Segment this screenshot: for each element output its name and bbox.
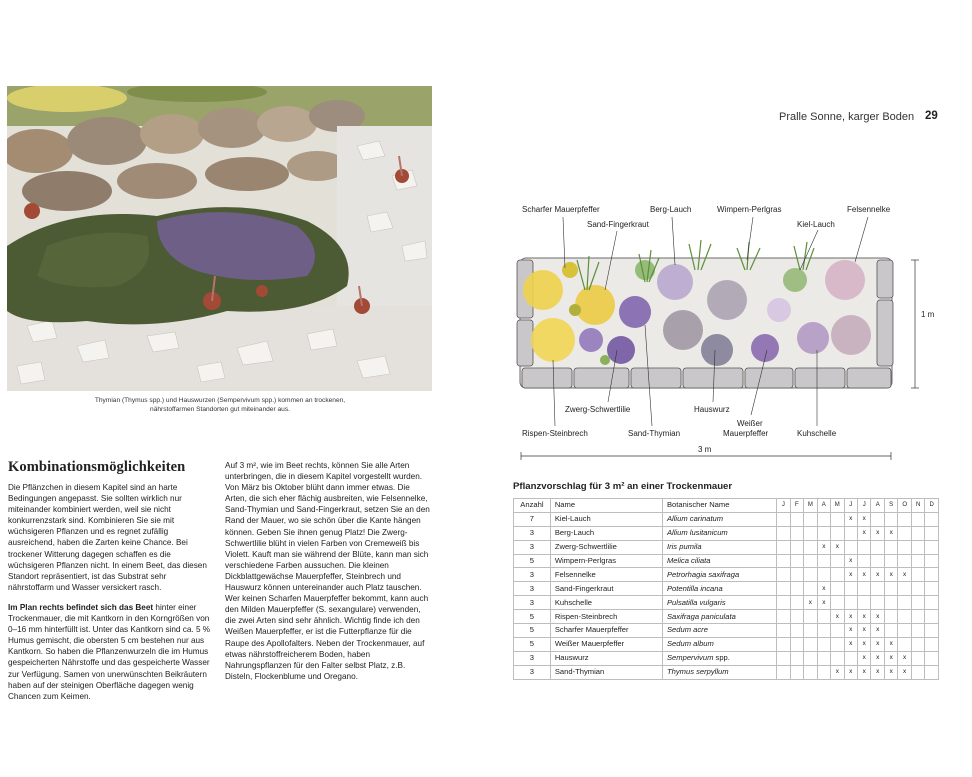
table-row xyxy=(514,526,939,540)
cell-bloom-month xyxy=(817,624,830,638)
cell-bloom-month xyxy=(777,568,790,582)
cell-name: Zwerg-Schwertlilie xyxy=(550,540,662,554)
cell-bloom-month xyxy=(790,526,803,540)
table-row xyxy=(514,596,939,610)
cell-name: Felsennelke xyxy=(550,568,662,582)
cell-bloom-month xyxy=(777,554,790,568)
table-row xyxy=(514,651,939,665)
cell-bloom-month xyxy=(790,637,803,651)
cell-bloom-month xyxy=(911,526,924,540)
cell-bloom-month xyxy=(804,665,817,679)
cell-name: Wimpern-Perlgras xyxy=(550,554,662,568)
rock-garden-image xyxy=(7,86,432,391)
cell-bloom-month xyxy=(898,610,911,624)
cell-botanical xyxy=(662,651,776,665)
cell-bloom-month xyxy=(790,540,803,554)
cell-name: Sand-Fingerkraut xyxy=(550,582,662,596)
planting-plan-diagram xyxy=(495,200,970,460)
cell-bloom-month xyxy=(817,512,830,526)
cell-count: 3 xyxy=(514,651,551,665)
table-row xyxy=(514,610,939,624)
cell-bloom-month: x xyxy=(871,610,884,624)
table-row xyxy=(514,554,939,568)
cell-name: Kuhschelle xyxy=(550,596,662,610)
cell-bloom-month: x xyxy=(858,512,871,526)
cell-botanical: Saxifraga paniculata xyxy=(662,610,776,624)
col-header-month: F xyxy=(790,499,803,513)
cell-bloom-month xyxy=(925,596,939,610)
cell-bloom-month xyxy=(817,568,830,582)
cell-bloom-month: x xyxy=(871,526,884,540)
col-header-month: N xyxy=(911,499,924,513)
cell-bloom-month: x xyxy=(831,610,844,624)
table-row xyxy=(514,582,939,596)
width-dimension-label: 3 m xyxy=(698,445,712,454)
cell-bloom-month xyxy=(777,610,790,624)
cell-bloom-month xyxy=(844,582,857,596)
cell-bloom-month: x xyxy=(898,651,911,665)
cell-bloom-month xyxy=(844,540,857,554)
cell-botanical: Petrorhagia saxifraga xyxy=(662,568,776,582)
paragraph-runin: Im Plan rechts befindet sich das Beet xyxy=(8,602,154,612)
paragraph-intro: Die Pflänzchen in diesem Kapitel sind an harte Bedingungen angepasst. Sie sollten wirklich nur miteinander kombiniert werden, weil sie nicht konkurrenzstark sind. Kombinieren Sie sie mit wüchsigeren Pflanzen und es regnet zufällig ausreichend, haben die Zarten keine Chance. Bei trockener Witterung dagegen schaffen es die wüchsigeren Pflanzen nicht. In einem Beet, das diesen Standort repräsentiert, ist das Substrat sehr nährstoffarm und Wasser versickert rasch. xyxy=(8,483,207,592)
cell-bloom-month xyxy=(844,596,857,610)
cell-count: 5 xyxy=(514,610,551,624)
cell-bloom-month xyxy=(844,526,857,540)
photo-caption xyxy=(30,396,410,414)
table-row xyxy=(514,540,939,554)
cell-bloom-month xyxy=(925,651,939,665)
cell-bloom-month xyxy=(831,637,844,651)
cell-name: Hauswurz xyxy=(550,651,662,665)
cell-botanical: Pulsatilla vulgaris xyxy=(662,596,776,610)
cell-bloom-month xyxy=(817,554,830,568)
cell-bloom-month: x xyxy=(898,568,911,582)
cell-bloom-month: x xyxy=(871,624,884,638)
table-title: Pflanzvorschlag für 3 m² an einer Trockenmauer xyxy=(513,481,733,492)
cell-bloom-month xyxy=(790,554,803,568)
cell-bloom-month xyxy=(911,554,924,568)
cell-bloom-month: x xyxy=(858,665,871,679)
cell-bloom-month xyxy=(911,596,924,610)
cell-bloom-month xyxy=(871,554,884,568)
col-header-month: A xyxy=(817,499,830,513)
cell-bloom-month: x xyxy=(884,568,897,582)
col-header-month: A xyxy=(871,499,884,513)
cell-bloom-month xyxy=(777,624,790,638)
cell-bloom-month xyxy=(817,665,830,679)
cell-count: 3 xyxy=(514,665,551,679)
cell-botanical: Allium carinatum xyxy=(662,512,776,526)
cell-bloom-month: x xyxy=(844,554,857,568)
cell-bloom-month xyxy=(831,624,844,638)
cell-bloom-month xyxy=(911,651,924,665)
cell-bloom-month xyxy=(858,582,871,596)
table-row xyxy=(514,568,939,582)
cell-botanical-genus: Sempervivum xyxy=(666,653,714,663)
label-sand-fingerkraut: Sand-Fingerkraut xyxy=(587,220,649,229)
cell-bloom-month: x xyxy=(871,568,884,582)
cell-bloom-month xyxy=(898,582,911,596)
cell-bloom-month xyxy=(790,665,803,679)
cell-count: 3 xyxy=(514,526,551,540)
cell-bloom-month xyxy=(831,651,844,665)
cell-bloom-month: x xyxy=(844,568,857,582)
col-header-month: J xyxy=(844,499,857,513)
cell-bloom-month: x xyxy=(817,540,830,554)
cell-bloom-month: x xyxy=(884,526,897,540)
cell-bloom-month xyxy=(911,540,924,554)
cell-bloom-month xyxy=(790,624,803,638)
table-body xyxy=(514,512,939,679)
cell-bloom-month xyxy=(817,637,830,651)
cell-bloom-month xyxy=(911,637,924,651)
cell-bloom-month xyxy=(925,582,939,596)
cell-bloom-month xyxy=(858,596,871,610)
cell-bloom-month xyxy=(790,582,803,596)
page-number: 29 xyxy=(925,110,938,122)
cell-botanical: Melica ciliata xyxy=(662,554,776,568)
cell-botanical: Thymus serpyllum xyxy=(662,665,776,679)
cell-bloom-month xyxy=(777,512,790,526)
cell-bloom-month xyxy=(911,624,924,638)
cell-bloom-month: x xyxy=(858,624,871,638)
col-header-month: J xyxy=(858,499,871,513)
cell-bloom-month xyxy=(858,554,871,568)
cell-bloom-month: x xyxy=(884,637,897,651)
cell-bloom-month: x xyxy=(817,596,830,610)
cell-bloom-month xyxy=(777,665,790,679)
cell-count: 5 xyxy=(514,624,551,638)
label-sand-thymian: Sand-Thymian xyxy=(628,429,681,438)
cell-bloom-month xyxy=(884,554,897,568)
cell-bloom-month xyxy=(777,651,790,665)
cell-bloom-month xyxy=(790,610,803,624)
cell-bloom-month: x xyxy=(817,582,830,596)
cell-count: 5 xyxy=(514,637,551,651)
label-kiel-lauch: Kiel-Lauch xyxy=(797,220,835,229)
rock-garden-photo xyxy=(7,86,432,391)
col-header-month: M xyxy=(804,499,817,513)
col-header-count: Anzahl xyxy=(514,499,551,513)
cell-botanical: Iris pumila xyxy=(662,540,776,554)
cell-bloom-month xyxy=(925,610,939,624)
cell-bloom-month: x xyxy=(858,637,871,651)
height-dimension-label: 1 m xyxy=(921,310,935,319)
label-kuhschelle: Kuhschelle xyxy=(797,429,837,438)
cell-bloom-month xyxy=(804,610,817,624)
cell-bloom-month: x xyxy=(871,665,884,679)
cell-bloom-month xyxy=(790,651,803,665)
cell-bloom-month xyxy=(817,610,830,624)
cell-bloom-month xyxy=(817,526,830,540)
cell-name: Berg-Lauch xyxy=(550,526,662,540)
section-heading: Kombinationsmöglichkeiten xyxy=(8,459,186,475)
cell-botanical-suffix: spp. xyxy=(713,653,730,663)
cell-bloom-month xyxy=(804,582,817,596)
table-row xyxy=(514,637,939,651)
cell-bloom-month xyxy=(898,637,911,651)
cell-bloom-month xyxy=(911,610,924,624)
cell-bloom-month xyxy=(777,582,790,596)
col-header-name: Name xyxy=(550,499,662,513)
cell-name: Sand-Thymian xyxy=(550,665,662,679)
table-row xyxy=(514,512,939,526)
cell-bloom-month xyxy=(898,540,911,554)
cell-bloom-month xyxy=(925,568,939,582)
label-weisser: Weißer xyxy=(737,419,763,428)
cell-bloom-month xyxy=(804,637,817,651)
table-row xyxy=(514,624,939,638)
cell-count: 3 xyxy=(514,568,551,582)
running-title: Pralle Sonne, karger Boden xyxy=(779,111,915,123)
label-mauerpfeffer: Mauerpfeffer xyxy=(723,429,769,438)
text-column-2 xyxy=(225,460,432,682)
caption-line-2: nährstoffarmen Standorten gut miteinander aus. xyxy=(150,406,290,413)
cell-bloom-month: x xyxy=(831,540,844,554)
cell-bloom-month xyxy=(898,624,911,638)
cell-bloom-month xyxy=(831,512,844,526)
cell-bloom-month xyxy=(898,596,911,610)
cell-bloom-month xyxy=(925,540,939,554)
cell-botanical: Sedum acre xyxy=(662,624,776,638)
cell-bloom-month xyxy=(831,596,844,610)
cell-bloom-month xyxy=(804,540,817,554)
cell-bloom-month: x xyxy=(844,637,857,651)
cell-bloom-month xyxy=(790,512,803,526)
cell-bloom-month: x xyxy=(858,610,871,624)
label-hauswurz: Hauswurz xyxy=(694,405,730,414)
cell-bloom-month xyxy=(804,512,817,526)
cell-bloom-month xyxy=(925,554,939,568)
cell-bloom-month xyxy=(925,665,939,679)
label-zwerg-schwertlilie: Zwerg-Schwertlilie xyxy=(565,405,631,414)
table-header-row xyxy=(514,499,939,513)
cell-bloom-month xyxy=(925,512,939,526)
paragraph-plan-text: hinter einer Trockenmauer, die mit Kantkorn in den Korngrößen von 0–16 mm hinterfüllt ist. Unter das Kantkorn sind ca. 5 % Humus gemischt, die obersten 5 cm bestehen nur aus Kantkorn. So haben die Pflanzenwurzeln die im Humus gespeicherten Nährstoffe und das gespeicherte Wasser zur Verfügung. Samen von unerwünschten Beikräutern haben auf der steinigen Oberfläche dagegen wenig Chancen zum Keimen. xyxy=(8,602,211,701)
planting-table xyxy=(513,498,939,680)
cell-botanical: Sedum album xyxy=(662,637,776,651)
cell-bloom-month xyxy=(898,554,911,568)
col-header-month: O xyxy=(898,499,911,513)
cell-bloom-month xyxy=(817,651,830,665)
paragraph-combinations: Auf 3 m², wie im Beet rechts, können Sie alle Arten unterbringen, die in diesem Kapitel vorgestellt wurden. Von März bis Oktober blüht dann immer etwas. Die Arten, die sich eher flächig ausbreiten, wie Felsennelke, Sand-Thymian und Sand-Fingerkraut, setzen Sie an den Rand der Mauer, wo sie schön über die Kante hängen können. Geben Sie ihnen genug Platz! Die Zwerg-Schwertlilie blüht in vielen Farben von Cremeweiß bis Violett. Kauft man sie während der Blüte, kann man sich verschiedene Farben aussuchen. Die kleinen Dickblattgewächse Mauerpfeffer, Steinbrech und Hauswurz können untereinander auch Platz tauschen. Wer keinen Scharfen Mauerpfeffer bekommt, kann auch den Milden Mauerpfeffer (S. sexangulare) verwenden, die zwei Arten sind sehr ähnlich. Wichtig finde ich den Weißen Mauerpfeffer, er ist die Futterpflanze für die Raupe des Apollofalters. Neben der Trockenmauer, auf etwas nährstoffreicherem Boden, haben Nahrungspflanzen für den Falter selbst Platz, z.B. Disteln, Flockenblume und Oregano. xyxy=(225,461,430,681)
cell-bloom-month xyxy=(804,526,817,540)
cell-bloom-month: x xyxy=(858,526,871,540)
table-row xyxy=(514,665,939,679)
cell-bloom-month xyxy=(911,665,924,679)
col-header-month: M xyxy=(831,499,844,513)
cell-bloom-month xyxy=(884,540,897,554)
cell-count: 3 xyxy=(514,540,551,554)
cell-bloom-month: x xyxy=(858,568,871,582)
cell-bloom-month xyxy=(844,651,857,665)
cell-bloom-month xyxy=(777,637,790,651)
cell-name: Rispen-Steinbrech xyxy=(550,610,662,624)
cell-count: 3 xyxy=(514,582,551,596)
cell-bloom-month xyxy=(871,582,884,596)
cell-bloom-month xyxy=(804,624,817,638)
col-header-month: D xyxy=(925,499,939,513)
cell-bloom-month xyxy=(790,596,803,610)
cell-bloom-month xyxy=(871,540,884,554)
cell-bloom-month xyxy=(884,624,897,638)
col-header-month: J xyxy=(777,499,790,513)
cell-bloom-month: x xyxy=(804,596,817,610)
cell-bloom-month xyxy=(790,568,803,582)
caption-line-1: Thymian (Thymus spp.) und Hauswurzen (Sempervivum spp.) kommen an trockenen, xyxy=(94,397,346,404)
label-wimpern-perlgras: Wimpern-Perlgras xyxy=(717,205,782,214)
label-felsennelke: Felsennelke xyxy=(847,205,891,214)
col-header-month: S xyxy=(884,499,897,513)
cell-bloom-month xyxy=(911,582,924,596)
cell-bloom-month: x xyxy=(871,651,884,665)
cell-bloom-month xyxy=(925,624,939,638)
label-rispen-steinbrech: Rispen-Steinbrech xyxy=(522,429,588,438)
cell-bloom-month xyxy=(804,568,817,582)
cell-bloom-month: x xyxy=(871,637,884,651)
cell-bloom-month: x xyxy=(898,665,911,679)
cell-bloom-month xyxy=(777,540,790,554)
cell-bloom-month xyxy=(925,526,939,540)
cell-bloom-month xyxy=(831,526,844,540)
paragraph-plan xyxy=(8,602,214,702)
cell-bloom-month: x xyxy=(858,651,871,665)
cell-name: Kiel-Lauch xyxy=(550,512,662,526)
cell-botanical: Potentilla incana xyxy=(662,582,776,596)
cell-bloom-month xyxy=(911,512,924,526)
cell-bloom-month xyxy=(831,554,844,568)
cell-bloom-month: x xyxy=(831,665,844,679)
cell-bloom-month xyxy=(871,596,884,610)
cell-botanical: Allium lusitanicum xyxy=(662,526,776,540)
cell-bloom-month: x xyxy=(844,610,857,624)
col-header-botanical: Botanischer Name xyxy=(662,499,776,513)
cell-count: 5 xyxy=(514,554,551,568)
cell-bloom-month xyxy=(831,568,844,582)
cell-bloom-month xyxy=(911,568,924,582)
cell-bloom-month xyxy=(884,582,897,596)
cell-bloom-month: x xyxy=(844,512,857,526)
cell-bloom-month xyxy=(777,596,790,610)
cell-bloom-month xyxy=(898,512,911,526)
cell-bloom-month xyxy=(871,512,884,526)
cell-bloom-month xyxy=(898,526,911,540)
cell-bloom-month: x xyxy=(844,624,857,638)
cell-name: Scharfer Mauerpfeffer xyxy=(550,624,662,638)
cell-count: 3 xyxy=(514,596,551,610)
label-berg-lauch: Berg-Lauch xyxy=(650,205,692,214)
cell-count: 7 xyxy=(514,512,551,526)
label-scharfer-mauerpfeffer: Scharfer Mauerpfeffer xyxy=(522,205,600,214)
cell-bloom-month xyxy=(831,582,844,596)
cell-bloom-month xyxy=(884,610,897,624)
text-column-1 xyxy=(8,482,214,702)
cell-bloom-month xyxy=(804,554,817,568)
cell-bloom-month xyxy=(925,637,939,651)
cell-bloom-month xyxy=(858,540,871,554)
cell-bloom-month xyxy=(777,526,790,540)
cell-bloom-month: x xyxy=(884,665,897,679)
cell-bloom-month xyxy=(884,596,897,610)
cell-bloom-month: x xyxy=(844,665,857,679)
cell-bloom-month xyxy=(804,651,817,665)
cell-name: Weißer Mauerpfeffer xyxy=(550,637,662,651)
cell-bloom-month: x xyxy=(884,651,897,665)
cell-bloom-month xyxy=(884,512,897,526)
